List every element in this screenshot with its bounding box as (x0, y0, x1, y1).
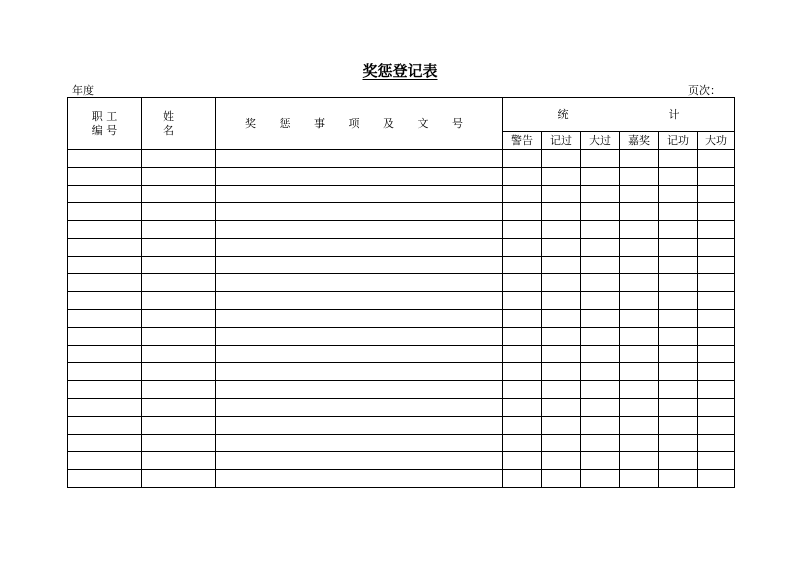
cell-matters (216, 238, 503, 256)
cell-employee-id (68, 238, 142, 256)
cell-merit (659, 185, 698, 203)
cell-matters (216, 398, 503, 416)
header-name: 姓 名 (142, 98, 216, 150)
cell-commendation (620, 470, 659, 488)
cell-commendation (620, 274, 659, 292)
cell-warning (503, 398, 542, 416)
cell-major-demerit (581, 381, 620, 399)
cell-name (142, 292, 216, 310)
cell-commendation (620, 452, 659, 470)
cell-major-demerit (581, 398, 620, 416)
cell-name (142, 452, 216, 470)
cell-demerit (542, 292, 581, 310)
header-employee-id-line2: 编 号 (91, 123, 118, 137)
cell-merit (659, 434, 698, 452)
cell-commendation (620, 345, 659, 363)
table-row (68, 327, 735, 345)
cell-employee-id (68, 221, 142, 239)
cell-demerit (542, 327, 581, 345)
cell-warning (503, 310, 542, 328)
cell-employee-id (68, 345, 142, 363)
cell-name (142, 327, 216, 345)
cell-major-merit (698, 310, 735, 328)
cell-commendation (620, 221, 659, 239)
header-employee-id (68, 98, 142, 150)
table-row (68, 345, 735, 363)
table-row (68, 221, 735, 239)
cell-major-merit (698, 327, 735, 345)
cell-commendation (620, 238, 659, 256)
cell-demerit (542, 363, 581, 381)
cell-name (142, 434, 216, 452)
cell-major-demerit (581, 416, 620, 434)
cell-major-merit (698, 452, 735, 470)
cell-major-demerit (581, 434, 620, 452)
cell-commendation (620, 381, 659, 399)
cell-employee-id (68, 398, 142, 416)
cell-major-demerit (581, 470, 620, 488)
table-row (68, 434, 735, 452)
cell-matters (216, 203, 503, 221)
cell-major-merit (698, 470, 735, 488)
cell-major-merit (698, 416, 735, 434)
cell-major-demerit (581, 310, 620, 328)
cell-commendation (620, 150, 659, 168)
cell-matters (216, 185, 503, 203)
cell-matters (216, 363, 503, 381)
cell-commendation (620, 256, 659, 274)
register-table (67, 97, 735, 488)
table-row (68, 398, 735, 416)
cell-matters (216, 416, 503, 434)
table-row (68, 274, 735, 292)
cell-demerit (542, 150, 581, 168)
cell-demerit (542, 452, 581, 470)
cell-matters (216, 452, 503, 470)
cell-name (142, 310, 216, 328)
header-stat-major-demerit: 大过 (581, 132, 620, 150)
cell-demerit (542, 221, 581, 239)
cell-name (142, 398, 216, 416)
cell-matters (216, 310, 503, 328)
cell-demerit (542, 203, 581, 221)
cell-major-demerit (581, 203, 620, 221)
cell-name (142, 203, 216, 221)
cell-major-merit (698, 221, 735, 239)
cell-employee-id (68, 310, 142, 328)
header-matters: 奖 惩 事 项 及 文 号 (216, 98, 503, 150)
cell-warning (503, 292, 542, 310)
cell-commendation (620, 167, 659, 185)
cell-major-merit (698, 256, 735, 274)
table-row (68, 363, 735, 381)
cell-warning (503, 381, 542, 399)
cell-major-merit (698, 167, 735, 185)
cell-employee-id (68, 274, 142, 292)
cell-name (142, 167, 216, 185)
cell-name (142, 381, 216, 399)
cell-demerit (542, 398, 581, 416)
cell-major-demerit (581, 238, 620, 256)
cell-demerit (542, 345, 581, 363)
cell-merit (659, 256, 698, 274)
cell-warning (503, 150, 542, 168)
cell-major-demerit (581, 274, 620, 292)
cell-merit (659, 416, 698, 434)
header-stat-warning: 警告 (503, 132, 542, 150)
cell-major-demerit (581, 292, 620, 310)
cell-merit (659, 381, 698, 399)
cell-employee-id (68, 434, 142, 452)
cell-warning (503, 185, 542, 203)
cell-major-demerit (581, 221, 620, 239)
cell-name (142, 221, 216, 239)
table-row (68, 310, 735, 328)
cell-warning (503, 221, 542, 239)
cell-demerit (542, 238, 581, 256)
cell-warning (503, 416, 542, 434)
cell-major-merit (698, 398, 735, 416)
cell-employee-id (68, 203, 142, 221)
cell-warning (503, 167, 542, 185)
cell-employee-id (68, 470, 142, 488)
cell-name (142, 185, 216, 203)
header-statistics (503, 98, 735, 132)
cell-employee-id (68, 256, 142, 274)
cell-warning (503, 363, 542, 381)
cell-matters (216, 434, 503, 452)
cell-warning (503, 434, 542, 452)
cell-name (142, 470, 216, 488)
document-title: 奖惩登记表 (362, 62, 438, 80)
cell-merit (659, 292, 698, 310)
table-row (68, 203, 735, 221)
table-row (68, 150, 735, 168)
header-stat-merit: 记功 (659, 132, 698, 150)
cell-warning (503, 203, 542, 221)
cell-name (142, 345, 216, 363)
cell-employee-id (68, 363, 142, 381)
cell-major-demerit (581, 167, 620, 185)
table-row (68, 185, 735, 203)
year-label: 年度 (72, 84, 94, 97)
cell-employee-id (68, 452, 142, 470)
table-row (68, 238, 735, 256)
table-row (68, 256, 735, 274)
cell-major-merit (698, 274, 735, 292)
cell-demerit (542, 185, 581, 203)
cell-commendation (620, 327, 659, 345)
cell-demerit (542, 416, 581, 434)
header-statistics-right: 计 (668, 107, 680, 121)
cell-demerit (542, 434, 581, 452)
cell-merit (659, 203, 698, 221)
cell-major-merit (698, 185, 735, 203)
cell-employee-id (68, 292, 142, 310)
cell-warning (503, 274, 542, 292)
cell-employee-id (68, 167, 142, 185)
cell-name (142, 274, 216, 292)
cell-matters (216, 274, 503, 292)
cell-major-demerit (581, 452, 620, 470)
cell-name (142, 150, 216, 168)
cell-demerit (542, 256, 581, 274)
table-row (68, 470, 735, 488)
cell-demerit (542, 274, 581, 292)
cell-merit (659, 363, 698, 381)
cell-merit (659, 310, 698, 328)
table-row (68, 292, 735, 310)
cell-demerit (542, 381, 581, 399)
cell-commendation (620, 292, 659, 310)
cell-major-demerit (581, 150, 620, 168)
cell-employee-id (68, 185, 142, 203)
cell-commendation (620, 363, 659, 381)
cell-major-merit (698, 238, 735, 256)
cell-commendation (620, 185, 659, 203)
cell-major-merit (698, 434, 735, 452)
header-statistics-left: 统 (557, 107, 569, 121)
cell-major-demerit (581, 185, 620, 203)
cell-merit (659, 452, 698, 470)
cell-name (142, 363, 216, 381)
cell-warning (503, 238, 542, 256)
cell-matters (216, 150, 503, 168)
cell-name (142, 416, 216, 434)
cell-major-demerit (581, 327, 620, 345)
header-employee-id-line1: 职 工 (91, 110, 118, 124)
cell-employee-id (68, 150, 142, 168)
cell-merit (659, 167, 698, 185)
table-row (68, 167, 735, 185)
cell-commendation (620, 398, 659, 416)
cell-major-merit (698, 203, 735, 221)
cell-commendation (620, 416, 659, 434)
cell-merit (659, 345, 698, 363)
cell-demerit (542, 310, 581, 328)
cell-name (142, 238, 216, 256)
cell-employee-id (68, 327, 142, 345)
cell-merit (659, 221, 698, 239)
cell-commendation (620, 310, 659, 328)
cell-commendation (620, 203, 659, 221)
cell-matters (216, 167, 503, 185)
cell-employee-id (68, 381, 142, 399)
table-row (68, 452, 735, 470)
cell-matters (216, 345, 503, 363)
cell-major-merit (698, 345, 735, 363)
cell-major-demerit (581, 363, 620, 381)
header-stat-major-merit: 大功 (698, 132, 735, 150)
cell-matters (216, 381, 503, 399)
cell-matters (216, 221, 503, 239)
cell-warning (503, 452, 542, 470)
cell-matters (216, 470, 503, 488)
cell-matters (216, 256, 503, 274)
cell-merit (659, 274, 698, 292)
cell-major-demerit (581, 345, 620, 363)
cell-merit (659, 398, 698, 416)
cell-matters (216, 327, 503, 345)
cell-major-demerit (581, 256, 620, 274)
cell-merit (659, 327, 698, 345)
cell-major-merit (698, 381, 735, 399)
cell-warning (503, 345, 542, 363)
cell-merit (659, 238, 698, 256)
header-stat-commendation: 嘉奖 (620, 132, 659, 150)
cell-warning (503, 327, 542, 345)
cell-demerit (542, 470, 581, 488)
cell-major-merit (698, 363, 735, 381)
cell-major-merit (698, 292, 735, 310)
page-number-label: 页次： (688, 84, 721, 97)
cell-matters (216, 292, 503, 310)
cell-warning (503, 256, 542, 274)
table-row (68, 416, 735, 434)
cell-commendation (620, 434, 659, 452)
cell-demerit (542, 167, 581, 185)
cell-warning (503, 470, 542, 488)
cell-name (142, 256, 216, 274)
cell-major-merit (698, 150, 735, 168)
table-row (68, 381, 735, 399)
cell-merit (659, 470, 698, 488)
header-stat-demerit: 记过 (542, 132, 581, 150)
cell-merit (659, 150, 698, 168)
cell-employee-id (68, 416, 142, 434)
